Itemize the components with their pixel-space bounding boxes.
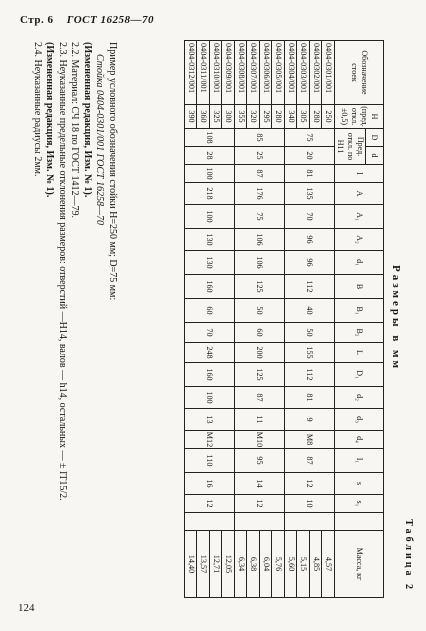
col-d3: d₃ <box>335 409 384 431</box>
cell-B1: 50 <box>235 299 285 323</box>
cell-D: 85 <box>235 129 285 147</box>
cell-A1: 75 <box>235 205 285 229</box>
cell-D1: 125 <box>235 363 285 387</box>
cell-l: 100 <box>185 165 235 183</box>
cell-designation: 0404-0303/001 <box>297 41 310 105</box>
cell-A2: 106 <box>235 229 285 251</box>
col-empty <box>335 513 384 531</box>
cell-H: 295 <box>260 105 273 129</box>
revision-note-1: (Измененная редакция, Изм. № 1). <box>82 42 93 198</box>
cell-d2: 100 <box>185 387 235 409</box>
cell-designation: 0404-0311/001 <box>197 41 210 105</box>
cell-l: 87 <box>235 165 285 183</box>
cell-d1: 130 <box>185 251 235 275</box>
cell-H: 355 <box>235 105 248 129</box>
cell-d1: 106 <box>235 251 285 275</box>
col-B1: B₁ <box>335 299 384 323</box>
col-designation: Обозначение стоек <box>335 41 384 105</box>
cell-mass: 5,60 <box>285 531 298 598</box>
table-title: Размеры в мм <box>390 265 402 371</box>
cell-H: 390 <box>185 105 198 129</box>
cell-A: 135 <box>285 183 335 205</box>
cell-s1: 12 <box>185 495 235 513</box>
cell-mass: 4,85 <box>310 531 323 598</box>
col-A1: A₁ <box>335 205 384 229</box>
cell-d4: M10 <box>235 431 285 449</box>
cell-A1: 100 <box>185 205 235 229</box>
cell-mass: 12,05 <box>222 531 235 598</box>
cell-H: 320 <box>247 105 260 129</box>
col-D1: D₁ <box>335 363 384 387</box>
col-B2: B₂ <box>335 323 384 343</box>
col-s: s <box>335 473 384 495</box>
cell-designation: 0404-0302/001 <box>310 41 323 105</box>
cell-designation: 0404-0301/001 <box>322 41 335 105</box>
cell-l1: 110 <box>185 449 235 473</box>
cell-H: 305 <box>297 105 310 129</box>
cell-B: 125 <box>235 275 285 299</box>
cell-d1: 96 <box>285 251 335 275</box>
cell-mass: 6,38 <box>247 531 260 598</box>
cell-s1: 10 <box>285 495 335 513</box>
dimensions-table <box>184 40 384 598</box>
cell-designation: 0404-0305/001 <box>272 41 285 105</box>
col-B: B <box>335 275 384 299</box>
cell-B2: 70 <box>185 323 235 343</box>
cell-d4: M8 <box>285 431 335 449</box>
cell-l: 81 <box>285 165 335 183</box>
cell-D1: 160 <box>185 363 235 387</box>
cell-s: 14 <box>235 473 285 495</box>
page-header <box>20 14 154 26</box>
revision-note-2: (Измененная редакция, Изм. № 1). <box>44 42 56 198</box>
page-label: Стр. 6 <box>20 14 54 26</box>
cell-l1: 87 <box>285 449 335 473</box>
cell-L: 248 <box>185 343 235 363</box>
cell-A: 176 <box>235 183 285 205</box>
cell-s: 12 <box>285 473 335 495</box>
cell-d4: M12 <box>185 431 235 449</box>
col-l1: l₁ <box>335 449 384 473</box>
example-code: Стойка 0404-0301/001 ГОСТ 16258—70 <box>94 54 106 225</box>
col-s1: s₁ <box>335 495 384 513</box>
col-D: D <box>366 129 384 147</box>
cell-D: 108 <box>185 129 235 147</box>
table-row <box>272 41 285 598</box>
cell-designation: 0404-0308/001 <box>235 41 248 105</box>
notes-block <box>31 42 119 598</box>
cell-A2: 96 <box>285 229 335 251</box>
page-number: 124 <box>18 602 35 614</box>
cell-empty <box>185 513 235 531</box>
col-mass: Масса, кг <box>335 531 384 598</box>
cell-d3: 9 <box>285 409 335 431</box>
col-tolerance: Пред. откл. по H11 <box>335 129 366 165</box>
cell-designation: 0404-0306/001 <box>260 41 273 105</box>
cell-d3: 11 <box>235 409 285 431</box>
cell-empty <box>235 513 285 531</box>
cell-designation: 0404-0304/001 <box>285 41 298 105</box>
rotated-content <box>18 38 418 598</box>
cell-mass: 6,34 <box>235 531 248 598</box>
note-2-4: 2.4. Неуказанные радиусы 2мм. <box>32 42 43 177</box>
cell-H: 360 <box>197 105 210 129</box>
cell-mass: 5,76 <box>272 531 285 598</box>
note-2-2: 2.2. Материал: СЧ 18 по ГОСТ 1412—79. <box>69 42 81 218</box>
cell-empty <box>285 513 335 531</box>
col-L: L <box>335 343 384 363</box>
cell-designation: 0404-0312/001 <box>185 41 198 105</box>
cell-H: 325 <box>210 105 223 129</box>
cell-A: 218 <box>185 183 235 205</box>
cell-B1: 40 <box>285 299 335 323</box>
cell-A2: 130 <box>185 229 235 251</box>
cell-H: 340 <box>285 105 298 129</box>
cell-s: 16 <box>185 473 235 495</box>
table-row <box>222 41 235 598</box>
col-d4: d₄ <box>335 431 384 449</box>
cell-B2: 50 <box>285 323 335 343</box>
cell-H: 300 <box>222 105 235 129</box>
cell-H: 280 <box>272 105 285 129</box>
cell-d: 28 <box>185 147 235 165</box>
col-H: H (пред. откл. ±0,5) <box>335 105 384 129</box>
example-line <box>106 42 119 598</box>
standard-code: ГОСТ 16258—70 <box>66 14 154 26</box>
cell-designation: 0404-0309/001 <box>222 41 235 105</box>
cell-H: 280 <box>310 105 323 129</box>
table-row <box>322 41 335 598</box>
cell-mass: 12,71 <box>210 531 223 598</box>
cell-A1: 70 <box>285 205 335 229</box>
cell-d3: 13 <box>185 409 235 431</box>
cell-mass: 13,57 <box>197 531 210 598</box>
cell-d: 25 <box>235 147 285 165</box>
cell-mass: 6,04 <box>260 531 273 598</box>
cell-L: 155 <box>285 343 335 363</box>
cell-D1: 112 <box>285 363 335 387</box>
cell-d2: 87 <box>235 387 285 409</box>
table-caption: Таблица 2 <box>403 519 414 592</box>
cell-B1: 60 <box>185 299 235 323</box>
col-d2: d₂ <box>335 387 384 409</box>
cell-B: 112 <box>285 275 335 299</box>
col-A2: A₂ <box>335 229 384 251</box>
col-d1: d₁ <box>335 251 384 275</box>
col-A: A <box>335 183 384 205</box>
example-text: Пример условного обозначения стойки H=250 мм; D=75 мм: <box>107 42 118 301</box>
col-d: d <box>366 147 384 165</box>
cell-mass: 4,57 <box>322 531 335 598</box>
cell-B: 160 <box>185 275 235 299</box>
cell-l1: 95 <box>235 449 285 473</box>
cell-d2: 81 <box>285 387 335 409</box>
cell-designation: 0404-0310/001 <box>210 41 223 105</box>
cell-d: 20 <box>285 147 335 165</box>
cell-mass: 14,40 <box>185 531 198 598</box>
cell-H: 250 <box>322 105 335 129</box>
cell-D: 75 <box>285 129 335 147</box>
cell-mass: 5,15 <box>297 531 310 598</box>
cell-L: 200 <box>235 343 285 363</box>
cell-s1: 12 <box>235 495 285 513</box>
cell-designation: 0404-0307/001 <box>247 41 260 105</box>
note-2-3: 2.3. Неуказанные предельные отклонения размеров: отверстий —H14, валов — h14, остальных — ± IT15/2. <box>57 42 68 501</box>
col-l: l <box>335 165 384 183</box>
cell-B2: 60 <box>235 323 285 343</box>
